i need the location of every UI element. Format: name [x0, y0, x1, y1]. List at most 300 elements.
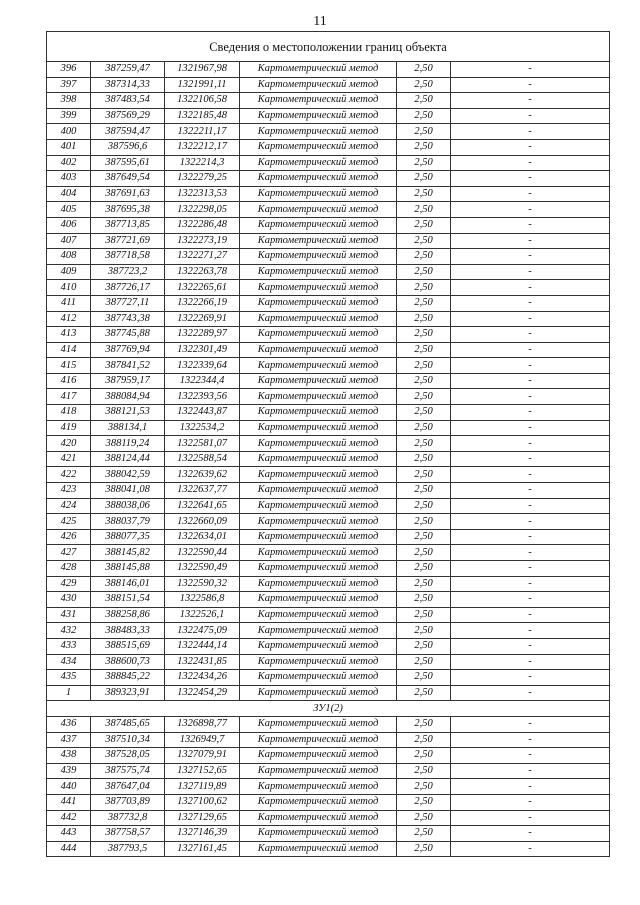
cell-description: - — [451, 467, 610, 483]
cell-coord-y: 1322586,8 — [165, 592, 240, 608]
cell-description: - — [451, 358, 610, 374]
table-row — [47, 623, 610, 639]
cell-point-number: 412 — [47, 311, 91, 327]
cell-coord-y: 1322344,4 — [165, 373, 240, 389]
cell-point-number: 439 — [47, 763, 91, 779]
cell-accuracy: 2,50 — [397, 77, 451, 93]
cell-coord-x: 387758,57 — [91, 826, 165, 842]
cell-accuracy: 2,50 — [397, 155, 451, 171]
cell-accuracy: 2,50 — [397, 623, 451, 639]
table-row — [47, 763, 610, 779]
cell-point-number: 438 — [47, 748, 91, 764]
cell-method: Картометрический метод — [240, 561, 397, 577]
cell-point-number: 397 — [47, 77, 91, 93]
cell-accuracy: 2,50 — [397, 545, 451, 561]
cell-coord-y: 1322634,01 — [165, 529, 240, 545]
cell-accuracy: 2,50 — [397, 186, 451, 202]
cell-description: - — [451, 139, 610, 155]
cell-point-number: 399 — [47, 108, 91, 124]
cell-accuracy: 2,50 — [397, 249, 451, 265]
cell-coord-x: 387569,29 — [91, 108, 165, 124]
cell-description: - — [451, 327, 610, 343]
cell-coord-x: 387727,11 — [91, 295, 165, 311]
cell-coord-y: 1322211,17 — [165, 124, 240, 140]
cell-coord-y: 1322590,49 — [165, 561, 240, 577]
cell-point-number: 424 — [47, 498, 91, 514]
cell-description: - — [451, 779, 610, 795]
cell-method: Картометрический метод — [240, 77, 397, 93]
cell-coord-y: 1322526,1 — [165, 607, 240, 623]
cell-coord-x: 388845,22 — [91, 670, 165, 686]
cell-method: Картометрический метод — [240, 498, 397, 514]
cell-point-number: 405 — [47, 202, 91, 218]
cell-point-number: 421 — [47, 451, 91, 467]
cell-method: Картометрический метод — [240, 607, 397, 623]
cell-point-number: 433 — [47, 638, 91, 654]
cell-method: Картометрический метод — [240, 576, 397, 592]
cell-description: - — [451, 514, 610, 530]
cell-point-number: 434 — [47, 654, 91, 670]
cell-method: Картометрический метод — [240, 280, 397, 296]
table-row — [47, 124, 610, 140]
cell-coord-y: 1322266,19 — [165, 295, 240, 311]
cell-description: - — [451, 171, 610, 187]
cell-point-number: 425 — [47, 514, 91, 530]
cell-accuracy: 2,50 — [397, 327, 451, 343]
cell-coord-y: 1322431,85 — [165, 654, 240, 670]
cell-coord-x: 388145,88 — [91, 561, 165, 577]
cell-coord-x: 388124,44 — [91, 451, 165, 467]
cell-coord-x: 388146,01 — [91, 576, 165, 592]
table-row — [47, 638, 610, 654]
cell-description: - — [451, 685, 610, 701]
cell-method: Картометрический метод — [240, 592, 397, 608]
cell-coord-y: 1322279,25 — [165, 171, 240, 187]
cell-coord-y: 1322443,87 — [165, 405, 240, 421]
table-row — [47, 93, 610, 109]
table-row — [47, 467, 610, 483]
cell-description: - — [451, 732, 610, 748]
cell-description: - — [451, 342, 610, 358]
cell-accuracy: 2,50 — [397, 529, 451, 545]
cell-method: Картометрический метод — [240, 217, 397, 233]
cell-accuracy: 2,50 — [397, 342, 451, 358]
cell-accuracy: 2,50 — [397, 670, 451, 686]
cell-coord-x: 388121,53 — [91, 405, 165, 421]
cell-point-number: 413 — [47, 327, 91, 343]
cell-accuracy: 2,50 — [397, 763, 451, 779]
cell-coord-y: 1322269,91 — [165, 311, 240, 327]
cell-method: Картометрический метод — [240, 93, 397, 109]
cell-point-number: 431 — [47, 607, 91, 623]
table-row — [47, 685, 610, 701]
cell-description: - — [451, 124, 610, 140]
cell-coord-x: 387259,47 — [91, 62, 165, 78]
cell-accuracy: 2,50 — [397, 826, 451, 842]
cell-coord-x: 387959,17 — [91, 373, 165, 389]
cell-point-number: 403 — [47, 171, 91, 187]
cell-method: Картометрический метод — [240, 748, 397, 764]
table-row — [47, 264, 610, 280]
cell-point-number: 401 — [47, 139, 91, 155]
page-number: 11 — [313, 14, 327, 29]
cell-method: Картометрический метод — [240, 249, 397, 265]
cell-coord-y: 1322301,49 — [165, 342, 240, 358]
cell-coord-y: 1327129,65 — [165, 810, 240, 826]
cell-method: Картометрический метод — [240, 233, 397, 249]
cell-accuracy: 2,50 — [397, 732, 451, 748]
table-row — [47, 592, 610, 608]
cell-coord-x: 387649,54 — [91, 171, 165, 187]
cell-point-number: 410 — [47, 280, 91, 296]
table-row — [47, 249, 610, 265]
cell-accuracy: 2,50 — [397, 561, 451, 577]
cell-description: - — [451, 545, 610, 561]
cell-description: - — [451, 623, 610, 639]
cell-point-number: 419 — [47, 420, 91, 436]
cell-description: - — [451, 264, 610, 280]
cell-coord-x: 389323,91 — [91, 685, 165, 701]
cell-coord-x: 388515,69 — [91, 638, 165, 654]
cell-coord-y: 1322273,19 — [165, 233, 240, 249]
cell-accuracy: 2,50 — [397, 280, 451, 296]
cell-point-number: 408 — [47, 249, 91, 265]
cell-description: - — [451, 763, 610, 779]
cell-description: - — [451, 810, 610, 826]
cell-coord-x: 387483,54 — [91, 93, 165, 109]
table-row — [47, 327, 610, 343]
cell-method: Картометрический метод — [240, 155, 397, 171]
cell-accuracy: 2,50 — [397, 607, 451, 623]
cell-coord-y: 1327119,89 — [165, 779, 240, 795]
cell-coord-y: 1327146,39 — [165, 826, 240, 842]
cell-coord-x: 387314,33 — [91, 77, 165, 93]
cell-point-number: 416 — [47, 373, 91, 389]
cell-method: Картометрический метод — [240, 716, 397, 732]
cell-method: Картометрический метод — [240, 841, 397, 857]
table-row — [47, 826, 610, 842]
cell-accuracy: 2,50 — [397, 373, 451, 389]
cell-method: Картометрический метод — [240, 763, 397, 779]
cell-description: - — [451, 186, 610, 202]
table-row — [47, 779, 610, 795]
cell-description: - — [451, 561, 610, 577]
cell-coord-x: 387485,65 — [91, 716, 165, 732]
cell-point-number: 414 — [47, 342, 91, 358]
table-row — [47, 155, 610, 171]
cell-coord-y: 1322393,56 — [165, 389, 240, 405]
cell-description: - — [451, 670, 610, 686]
cell-accuracy: 2,50 — [397, 810, 451, 826]
cell-method: Картометрический метод — [240, 732, 397, 748]
table-row — [47, 451, 610, 467]
cell-coord-x: 387510,34 — [91, 732, 165, 748]
cell-method: Картометрический метод — [240, 62, 397, 78]
cell-point-number: 423 — [47, 483, 91, 499]
cell-point-number: 422 — [47, 467, 91, 483]
cell-coord-y: 1322534,2 — [165, 420, 240, 436]
cell-method: Картометрический метод — [240, 295, 397, 311]
cell-coord-x: 388037,79 — [91, 514, 165, 530]
cell-accuracy: 2,50 — [397, 295, 451, 311]
cell-coord-y: 1326898,77 — [165, 716, 240, 732]
table-title-row — [47, 32, 610, 62]
cell-point-number: 441 — [47, 794, 91, 810]
cell-accuracy: 2,50 — [397, 748, 451, 764]
cell-description: - — [451, 529, 610, 545]
cell-method: Картометрический метод — [240, 467, 397, 483]
cell-method: Картометрический метод — [240, 389, 397, 405]
table-row — [47, 108, 610, 124]
cell-coord-y: 1322581,07 — [165, 436, 240, 452]
cell-coord-x: 387726,17 — [91, 280, 165, 296]
cell-coord-y: 1322641,65 — [165, 498, 240, 514]
cell-coord-y: 1322289,97 — [165, 327, 240, 343]
cell-point-number: 411 — [47, 295, 91, 311]
cell-method: Картометрический метод — [240, 342, 397, 358]
cell-coord-x: 387732,8 — [91, 810, 165, 826]
cell-coord-x: 387596,6 — [91, 139, 165, 155]
cell-method: Картометрический метод — [240, 311, 397, 327]
cell-coord-y: 1327079,91 — [165, 748, 240, 764]
table-row — [47, 748, 610, 764]
table-row — [47, 62, 610, 78]
cell-accuracy: 2,50 — [397, 451, 451, 467]
cell-point-number: 417 — [47, 389, 91, 405]
table-row — [47, 545, 610, 561]
table-row — [47, 311, 610, 327]
table-row — [47, 342, 610, 358]
cell-method: Картометрический метод — [240, 779, 397, 795]
table-row — [47, 483, 610, 499]
table-row — [47, 217, 610, 233]
cell-coord-y: 1322214,3 — [165, 155, 240, 171]
cell-method: Картометрический метод — [240, 794, 397, 810]
cell-description: - — [451, 841, 610, 857]
cell-coord-y: 1322298,05 — [165, 202, 240, 218]
cell-description: - — [451, 436, 610, 452]
cell-coord-x: 387745,88 — [91, 327, 165, 343]
table-row — [47, 202, 610, 218]
cell-coord-y: 1322454,29 — [165, 685, 240, 701]
cell-accuracy: 2,50 — [397, 389, 451, 405]
cell-method: Картометрический метод — [240, 124, 397, 140]
cell-method: Картометрический метод — [240, 810, 397, 826]
cell-coord-y: 1322590,32 — [165, 576, 240, 592]
table-row — [47, 373, 610, 389]
cell-point-number: 402 — [47, 155, 91, 171]
cell-description: - — [451, 794, 610, 810]
cell-method: Картометрический метод — [240, 420, 397, 436]
cell-coord-y: 1322265,61 — [165, 280, 240, 296]
cell-accuracy: 2,50 — [397, 311, 451, 327]
cell-accuracy: 2,50 — [397, 685, 451, 701]
cell-description: - — [451, 233, 610, 249]
cell-accuracy: 2,50 — [397, 794, 451, 810]
cell-accuracy: 2,50 — [397, 93, 451, 109]
cell-method: Картометрический метод — [240, 108, 397, 124]
cell-accuracy: 2,50 — [397, 139, 451, 155]
cell-coord-x: 388084,94 — [91, 389, 165, 405]
cell-point-number: 440 — [47, 779, 91, 795]
cell-coord-y: 1322639,62 — [165, 467, 240, 483]
cell-coord-y: 1322588,54 — [165, 451, 240, 467]
cell-accuracy: 2,50 — [397, 841, 451, 857]
cell-coord-x: 387691,63 — [91, 186, 165, 202]
table-row — [47, 794, 610, 810]
cell-method: Картометрический метод — [240, 327, 397, 343]
cell-coord-x: 388042,59 — [91, 467, 165, 483]
cell-coord-x: 388134,1 — [91, 420, 165, 436]
cell-coord-y: 1322637,77 — [165, 483, 240, 499]
table-row — [47, 186, 610, 202]
cell-method: Картометрический метод — [240, 186, 397, 202]
table-row — [47, 171, 610, 187]
cell-point-number: 415 — [47, 358, 91, 374]
cell-coord-x: 388041,08 — [91, 483, 165, 499]
cell-method: Картометрический метод — [240, 826, 397, 842]
cell-accuracy: 2,50 — [397, 420, 451, 436]
cell-point-number: 428 — [47, 561, 91, 577]
table-row — [47, 358, 610, 374]
cell-method: Картометрический метод — [240, 171, 397, 187]
cell-description: - — [451, 77, 610, 93]
cell-coord-y: 1322106,58 — [165, 93, 240, 109]
table-row — [47, 514, 610, 530]
cell-coord-y: 1322444,14 — [165, 638, 240, 654]
cell-method: Картометрический метод — [240, 529, 397, 545]
cell-description: - — [451, 638, 610, 654]
section-row — [47, 701, 610, 717]
cell-coord-x: 387647,04 — [91, 779, 165, 795]
table-row — [47, 233, 610, 249]
cell-point-number: 437 — [47, 732, 91, 748]
cell-description: - — [451, 202, 610, 218]
table-row — [47, 420, 610, 436]
cell-accuracy: 2,50 — [397, 498, 451, 514]
cell-coord-x: 388151,54 — [91, 592, 165, 608]
cell-accuracy: 2,50 — [397, 171, 451, 187]
cell-coord-x: 387723,2 — [91, 264, 165, 280]
cell-accuracy: 2,50 — [397, 592, 451, 608]
cell-point-number: 436 — [47, 716, 91, 732]
cell-coord-y: 1322212,17 — [165, 139, 240, 155]
cell-point-number: 429 — [47, 576, 91, 592]
cell-accuracy: 2,50 — [397, 62, 451, 78]
cell-coord-y: 1322313,53 — [165, 186, 240, 202]
cell-method: Картометрический метод — [240, 405, 397, 421]
table-row — [47, 498, 610, 514]
cell-method: Картометрический метод — [240, 685, 397, 701]
cell-coord-x: 388258,86 — [91, 607, 165, 623]
cell-description: - — [451, 155, 610, 171]
cell-coord-x: 387721,69 — [91, 233, 165, 249]
cell-accuracy: 2,50 — [397, 654, 451, 670]
table-row — [47, 280, 610, 296]
cell-point-number: 435 — [47, 670, 91, 686]
cell-coord-y: 1327100,62 — [165, 794, 240, 810]
cell-coord-x: 387769,94 — [91, 342, 165, 358]
cell-coord-x: 387528,05 — [91, 748, 165, 764]
table-row — [47, 841, 610, 857]
cell-description: - — [451, 389, 610, 405]
cell-description: - — [451, 249, 610, 265]
cell-method: Картометрический метод — [240, 483, 397, 499]
cell-description: - — [451, 826, 610, 842]
cell-point-number: 409 — [47, 264, 91, 280]
table-row — [47, 716, 610, 732]
cell-accuracy: 2,50 — [397, 217, 451, 233]
table-row — [47, 139, 610, 155]
cell-coord-y: 1322434,26 — [165, 670, 240, 686]
cell-method: Картометрический метод — [240, 264, 397, 280]
table-row — [47, 295, 610, 311]
cell-description: - — [451, 498, 610, 514]
cell-point-number: 444 — [47, 841, 91, 857]
cell-coord-x: 387743,38 — [91, 311, 165, 327]
cell-accuracy: 2,50 — [397, 716, 451, 732]
cell-description: - — [451, 654, 610, 670]
cell-accuracy: 2,50 — [397, 483, 451, 499]
cell-point-number: 406 — [47, 217, 91, 233]
cell-accuracy: 2,50 — [397, 233, 451, 249]
cell-coord-y: 1322271,27 — [165, 249, 240, 265]
cell-coord-x: 387841,52 — [91, 358, 165, 374]
cell-accuracy: 2,50 — [397, 124, 451, 140]
table-row — [47, 77, 610, 93]
cell-coord-y: 1321991,11 — [165, 77, 240, 93]
cell-method: Картометрический метод — [240, 623, 397, 639]
cell-point-number: 432 — [47, 623, 91, 639]
boundary-coordinates-table — [46, 31, 610, 857]
cell-coord-x: 387695,38 — [91, 202, 165, 218]
cell-method: Картометрический метод — [240, 436, 397, 452]
cell-coord-y: 1322263,78 — [165, 264, 240, 280]
cell-coord-y: 1322660,09 — [165, 514, 240, 530]
cell-description: - — [451, 483, 610, 499]
cell-coord-x: 388145,82 — [91, 545, 165, 561]
cell-coord-y: 1327152,65 — [165, 763, 240, 779]
cell-description: - — [451, 108, 610, 124]
cell-accuracy: 2,50 — [397, 405, 451, 421]
cell-coord-x: 388483,33 — [91, 623, 165, 639]
cell-accuracy: 2,50 — [397, 108, 451, 124]
cell-description: - — [451, 748, 610, 764]
cell-method: Картометрический метод — [240, 373, 397, 389]
cell-method: Картометрический метод — [240, 670, 397, 686]
cell-method: Картометрический метод — [240, 654, 397, 670]
table-row — [47, 654, 610, 670]
cell-point-number: 442 — [47, 810, 91, 826]
cell-coord-y: 1322185,48 — [165, 108, 240, 124]
cell-description: - — [451, 280, 610, 296]
cell-point-number: 396 — [47, 62, 91, 78]
cell-coord-x: 388038,06 — [91, 498, 165, 514]
table-row — [47, 810, 610, 826]
table-row — [47, 436, 610, 452]
cell-coord-x: 387703,89 — [91, 794, 165, 810]
cell-coord-x: 387575,74 — [91, 763, 165, 779]
table-row — [47, 670, 610, 686]
cell-description: - — [451, 311, 610, 327]
cell-description: - — [451, 592, 610, 608]
cell-accuracy: 2,50 — [397, 779, 451, 795]
cell-coord-x: 388119,24 — [91, 436, 165, 452]
cell-point-number: 407 — [47, 233, 91, 249]
cell-method: Картометрический метод — [240, 202, 397, 218]
table-row — [47, 732, 610, 748]
cell-coord-x: 388600,73 — [91, 654, 165, 670]
